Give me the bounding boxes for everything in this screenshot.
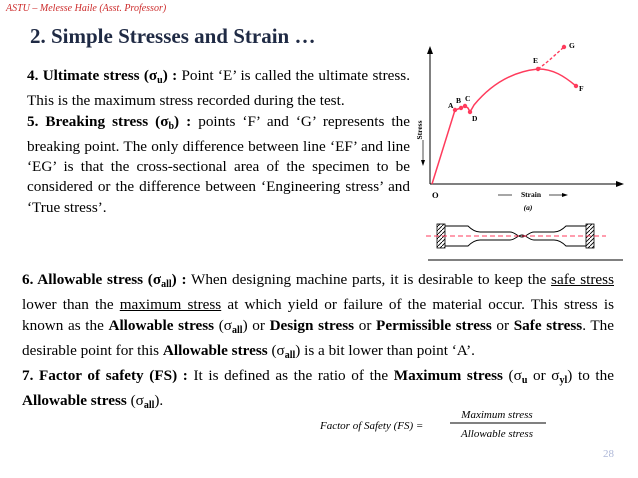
x-axis-arrow (616, 181, 624, 187)
point-e (536, 67, 540, 71)
page-number: 28 (603, 448, 614, 460)
label-c: C (465, 94, 471, 103)
true-stress-curve (538, 47, 564, 69)
point-g (562, 45, 566, 49)
item6-label: 6. Allowable stress $(\sigma_{all})$ : (22, 271, 187, 290)
y-axis-label: Stress (415, 120, 424, 140)
stress-strain-curve (432, 69, 576, 184)
item4-label: 4. Ultimate stress $(\sigma_u)$ : (27, 67, 178, 86)
maximum-stress-term: maximum stress (119, 296, 222, 314)
safe-stress-term: safe stress (551, 271, 614, 288)
y-axis-arrow (427, 46, 433, 54)
item4-text: Point ‘E’ is called the ultimate stress. This is the maximum stress recorded during the test. (27, 67, 410, 110)
label-g: G (569, 41, 575, 50)
origin-label: O (432, 190, 439, 200)
label-f: F (579, 84, 584, 93)
point-f (574, 84, 578, 88)
label-d: D (472, 114, 478, 123)
point-a (453, 108, 457, 112)
slide-title: 2. Simple Stresses and Strain … (30, 24, 316, 48)
y-label-arrowhead (421, 160, 425, 166)
label-e: E (533, 56, 539, 65)
label-b: B (456, 96, 462, 105)
formula-denominator: Allowable stress (460, 428, 534, 440)
paragraph-items-4-5 (27, 66, 410, 218)
formula-lhs: Factor of Safety (FS) = (320, 420, 424, 432)
stress-strain-figure (415, 38, 628, 268)
item5-label: 5. Breaking stress $(\sigma_b)$ : (27, 112, 192, 132)
slide-header: ASTU – Melesse Haile (Asst. Professor) (6, 3, 167, 14)
factor-of-safety-formula (300, 404, 570, 444)
test-specimen (426, 224, 623, 260)
point-b (459, 106, 463, 110)
item5-text: points ‘F’ and ‘G’ represents the breaking point. The only difference between line ‘EF’ and line ‘EG’ is that the cross-sectional area of the specimen to be considered or the difference between ‘Engineering stress’ and ‘True stress’. (27, 112, 410, 216)
x-label-arrowhead (562, 193, 568, 197)
item7-label: 7. Factor of safety (FS) : (22, 367, 188, 385)
paragraph-items-6-7: 6. Allowable stress $(\sigma_{all})$ : When designing machine parts, it is desirable to keep the safe stress lower than the maximum stress at which yield or failure of the material occur. This stress is known as the Allowable stress $(\sigma_{all})$ or Design stress or Permissible stress or Safe stress. The desirable point for this Allowable stress $(\sigma_{all})$ is a bit lower than point ‘A’. 7. Factor of safety (FS) : It is defined as the ratio of the Maximum stress ($\sigma_u$ or $\sigma_{yl}$) to the Allowable stress $(\sigma_{all})$. (22, 271, 614, 412)
figure-caption: (a) (523, 203, 533, 212)
label-a: A (448, 101, 454, 110)
formula-numerator: Maximum stress (461, 409, 533, 421)
x-axis-label: Strain (520, 190, 542, 199)
point-c (463, 104, 467, 108)
